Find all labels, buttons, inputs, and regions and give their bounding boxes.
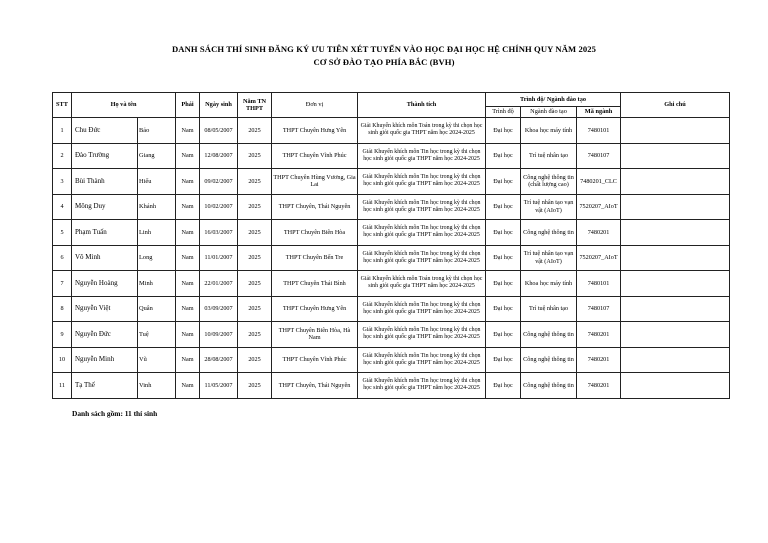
cell-phai: Nam <box>176 347 200 373</box>
cell-ho: Nguyễn Hoàng <box>72 271 138 297</box>
cell-don-vi: THPT Chuyên Thái Bình <box>272 271 358 297</box>
cell-trinh-do: Đại học <box>486 220 521 246</box>
cell-trinh-do: Đại học <box>486 271 521 297</box>
cell-ngay-sinh: 03/09/2007 <box>200 296 238 322</box>
cell-ma-nganh: 7480107 <box>577 296 621 322</box>
cell-nganh: Công nghệ thông tin <box>521 322 577 348</box>
cell-don-vi: THPT Chuyên Vĩnh Phúc <box>272 143 358 169</box>
header-ho-va-ten: Họ và tên <box>72 93 176 118</box>
cell-phai: Nam <box>176 373 200 399</box>
cell-don-vi: THPT Chuyên Vĩnh Phúc <box>272 347 358 373</box>
cell-thanh-tich: Giải Khuyến khích môn Tin học trong kỳ thi chọn học sinh giỏi quốc gia THPT năm học 2024-2025 <box>358 296 486 322</box>
cell-ten: Tuệ <box>138 322 176 348</box>
table-row <box>53 169 730 195</box>
cell-nganh: Công nghệ thông tin <box>521 220 577 246</box>
cell-nam-tn: 2025 <box>238 245 272 271</box>
cell-phai: Nam <box>176 194 200 220</box>
table-row <box>53 118 730 144</box>
header-phai: Phái <box>176 93 200 118</box>
table-row <box>53 347 730 373</box>
cell-ngay-sinh: 09/02/2007 <box>200 169 238 195</box>
table-row <box>53 143 730 169</box>
cell-thanh-tich: Giải Khuyến khích môn Tin học trong kỳ thi chọn học sinh giỏi quốc gia THPT năm học 2024-2025 <box>358 373 486 399</box>
cell-thanh-tich: Giải Khuyến khích môn Tin học trong kỳ thi chọn học sinh giỏi quốc gia THPT năm học 2024-2025 <box>358 220 486 246</box>
cell-stt: 1 <box>53 118 72 144</box>
cell-phai: Nam <box>176 296 200 322</box>
cell-ma-nganh: 7480101 <box>577 118 621 144</box>
cell-ho: Chu Đức <box>72 118 138 144</box>
cell-ten: Vũ <box>138 347 176 373</box>
cell-thanh-tich: Giải Khuyến khích môn Toán trong kỳ thi chọn học sinh giỏi quốc gia THPT năm học 2024-2025 <box>358 271 486 297</box>
cell-ten: Vinh <box>138 373 176 399</box>
cell-ma-nganh: 7480201 <box>577 347 621 373</box>
cell-ghi-chu <box>621 143 730 169</box>
cell-nganh: Khoa học máy tính <box>521 271 577 297</box>
cell-ngay-sinh: 10/09/2007 <box>200 322 238 348</box>
cell-ma-nganh: 7480107 <box>577 143 621 169</box>
cell-ho: Tạ Thế <box>72 373 138 399</box>
cell-phai: Nam <box>176 143 200 169</box>
cell-nganh: Trí tuệ nhân tạo vạn vật (AIoT) <box>521 194 577 220</box>
cell-ma-nganh: 7520207_AIoT <box>577 245 621 271</box>
cell-ngay-sinh: 28/08/2007 <box>200 347 238 373</box>
cell-trinh-do: Đại học <box>486 296 521 322</box>
cell-ten: Khánh <box>138 194 176 220</box>
cell-stt: 2 <box>53 143 72 169</box>
cell-stt: 4 <box>53 194 72 220</box>
cell-don-vi: THPT Chuyên, Thái Nguyên <box>272 373 358 399</box>
cell-ten: Giang <box>138 143 176 169</box>
cell-don-vi: THPT Chuyên Hùng Vương, Gia Lai <box>272 169 358 195</box>
header-don-vi: Đơn vị <box>272 93 358 118</box>
cell-ho: Mông Duy <box>72 194 138 220</box>
table-row <box>53 296 730 322</box>
cell-thanh-tich: Giải Khuyến khích môn Tin học trong kỳ thi chọn học sinh giỏi quốc gia THPT năm học 2024-2025 <box>358 169 486 195</box>
cell-ho: Nguyễn Minh <box>72 347 138 373</box>
cell-ten: Quân <box>138 296 176 322</box>
candidate-count: Danh sách gồm: 11 thí sinh <box>72 409 158 418</box>
cell-ma-nganh: 7480201 <box>577 220 621 246</box>
cell-ngay-sinh: 22/01/2007 <box>200 271 238 297</box>
header-stt: STT <box>53 93 72 118</box>
cell-ghi-chu <box>621 169 730 195</box>
header-nganh: Ngành đào tạo <box>521 107 577 118</box>
cell-ho: Nguyễn Đức <box>72 322 138 348</box>
cell-nam-tn: 2025 <box>238 220 272 246</box>
cell-ten: Bảo <box>138 118 176 144</box>
cell-phai: Nam <box>176 220 200 246</box>
cell-ghi-chu <box>621 118 730 144</box>
cell-ten: Minh <box>138 271 176 297</box>
cell-thanh-tich: Giải Khuyến khích môn Tin học trong kỳ thi chọn học sinh giỏi quốc gia THPT năm học 2024-2025 <box>358 347 486 373</box>
header-ngay-sinh: Ngày sinh <box>200 93 238 118</box>
cell-trinh-do: Đại học <box>486 322 521 348</box>
cell-trinh-do: Đại học <box>486 118 521 144</box>
cell-stt: 3 <box>53 169 72 195</box>
cell-ho: Nguyễn Việt <box>72 296 138 322</box>
cell-ghi-chu <box>621 194 730 220</box>
cell-ho: Phạm Tuấn <box>72 220 138 246</box>
cell-ma-nganh: 7520207_AIoT <box>577 194 621 220</box>
cell-nganh: Trí tuệ nhân tạo <box>521 143 577 169</box>
cell-nam-tn: 2025 <box>238 194 272 220</box>
cell-don-vi: THPT Chuyên Hưng Yên <box>272 296 358 322</box>
cell-trinh-do: Đại học <box>486 143 521 169</box>
cell-trinh-do: Đại học <box>486 373 521 399</box>
cell-thanh-tich: Giải Khuyến khích môn Tin học trong kỳ thi chọn học sinh giỏi quốc gia THPT năm học 2024-2025 <box>358 322 486 348</box>
document-title: DANH SÁCH THÍ SINH ĐĂNG KÝ ƯU TIÊN XÉT TUYỂN VÀO HỌC ĐẠI HỌC HỆ CHÍNH QUY NĂM 2025 <box>171 44 597 54</box>
cell-don-vi: THPT Chuyên Bến Tre <box>272 245 358 271</box>
cell-nganh: Công nghệ thông tin <box>521 373 577 399</box>
cell-phai: Nam <box>176 245 200 271</box>
cell-ghi-chu <box>621 296 730 322</box>
cell-trinh-do: Đại học <box>486 169 521 195</box>
cell-nam-tn: 2025 <box>238 322 272 348</box>
cell-stt: 8 <box>53 296 72 322</box>
header-ghi-chu: Ghi chú <box>621 93 730 118</box>
cell-nam-tn: 2025 <box>238 143 272 169</box>
cell-phai: Nam <box>176 118 200 144</box>
table-row <box>53 220 730 246</box>
header-thanh-tich: Thành tích <box>358 93 486 118</box>
cell-stt: 9 <box>53 322 72 348</box>
cell-nganh: Công nghệ thông tin (chất lượng cao) <box>521 169 577 195</box>
cell-ten: Linh <box>138 220 176 246</box>
cell-ma-nganh: 7480201 <box>577 373 621 399</box>
cell-nam-tn: 2025 <box>238 169 272 195</box>
cell-don-vi: THPT Chuyên Biên Hòa <box>272 220 358 246</box>
table-body <box>53 118 730 399</box>
document-subtitle: CƠ SỞ ĐÀO TẠO PHÍA BẮC (BVH) <box>313 57 455 67</box>
cell-nganh: Trí tuệ nhân tạo <box>521 296 577 322</box>
header-nam-tn: Năm TN THPT <box>238 93 272 118</box>
cell-ho: Đào Trường <box>72 143 138 169</box>
cell-nganh: Khoa học máy tính <box>521 118 577 144</box>
cell-ghi-chu <box>621 220 730 246</box>
table-row <box>53 245 730 271</box>
cell-ghi-chu <box>621 245 730 271</box>
cell-ngay-sinh: 16/03/2007 <box>200 220 238 246</box>
cell-thanh-tich: Giải Khuyến khích môn Toán trong kỳ thi chọn học sinh giỏi quốc gia THPT năm học 2024-2025 <box>358 118 486 144</box>
table-row <box>53 373 730 399</box>
cell-phai: Nam <box>176 271 200 297</box>
cell-trinh-do: Đại học <box>486 245 521 271</box>
table-row <box>53 194 730 220</box>
cell-ngay-sinh: 11/01/2007 <box>200 245 238 271</box>
cell-nam-tn: 2025 <box>238 373 272 399</box>
cell-ma-nganh: 7480101 <box>577 271 621 297</box>
candidate-table <box>52 92 730 399</box>
cell-trinh-do: Đại học <box>486 347 521 373</box>
cell-stt: 10 <box>53 347 72 373</box>
cell-ten: Long <box>138 245 176 271</box>
table-row <box>53 322 730 348</box>
cell-don-vi: THPT Chuyên Biên Hòa, Hà Nam <box>272 322 358 348</box>
cell-ho: Bùi Thành <box>72 169 138 195</box>
cell-stt: 5 <box>53 220 72 246</box>
cell-ngay-sinh: 11/05/2007 <box>200 373 238 399</box>
cell-trinh-do: Đại học <box>486 194 521 220</box>
cell-ghi-chu <box>621 347 730 373</box>
table-row <box>53 271 730 297</box>
cell-ma-nganh: 7480201_CLC <box>577 169 621 195</box>
cell-nganh: Trí tuệ nhân tạo vạn vật (AIoT) <box>521 245 577 271</box>
cell-nam-tn: 2025 <box>238 118 272 144</box>
cell-ma-nganh: 7480201 <box>577 322 621 348</box>
cell-ngay-sinh: 10/02/2007 <box>200 194 238 220</box>
cell-phai: Nam <box>176 322 200 348</box>
cell-ghi-chu <box>621 271 730 297</box>
header-ma-nganh: Mã ngành <box>577 107 621 118</box>
cell-nam-tn: 2025 <box>238 347 272 373</box>
cell-don-vi: THPT Chuyên Hưng Yên <box>272 118 358 144</box>
cell-thanh-tich: Giải Khuyến khích môn Tin học trong kỳ thi chọn học sinh giỏi quốc gia THPT năm học 2024-2025 <box>358 245 486 271</box>
cell-ngay-sinh: 08/05/2007 <box>200 118 238 144</box>
cell-don-vi: THPT Chuyên, Thái Nguyên <box>272 194 358 220</box>
cell-phai: Nam <box>176 169 200 195</box>
cell-ghi-chu <box>621 322 730 348</box>
header-trinh-do: Trình độ <box>486 107 521 118</box>
cell-ho: Võ Minh <box>72 245 138 271</box>
cell-ghi-chu <box>621 373 730 399</box>
cell-thanh-tich: Giải Khuyến khích môn Tin học trong kỳ thi chọn học sinh giỏi quốc gia THPT năm học 2024-2025 <box>358 194 486 220</box>
cell-nam-tn: 2025 <box>238 271 272 297</box>
cell-stt: 7 <box>53 271 72 297</box>
header-group: Trình độ/ Ngành đào tạo <box>486 93 621 107</box>
cell-stt: 11 <box>53 373 72 399</box>
cell-thanh-tich: Giải Khuyến khích môn Tin học trong kỳ thi chọn học sinh giỏi quốc gia THPT năm học 2024-2025 <box>358 143 486 169</box>
cell-ten: Hiếu <box>138 169 176 195</box>
cell-nam-tn: 2025 <box>238 296 272 322</box>
cell-nganh: Công nghệ thông tin <box>521 347 577 373</box>
cell-stt: 6 <box>53 245 72 271</box>
cell-ngay-sinh: 12/08/2007 <box>200 143 238 169</box>
